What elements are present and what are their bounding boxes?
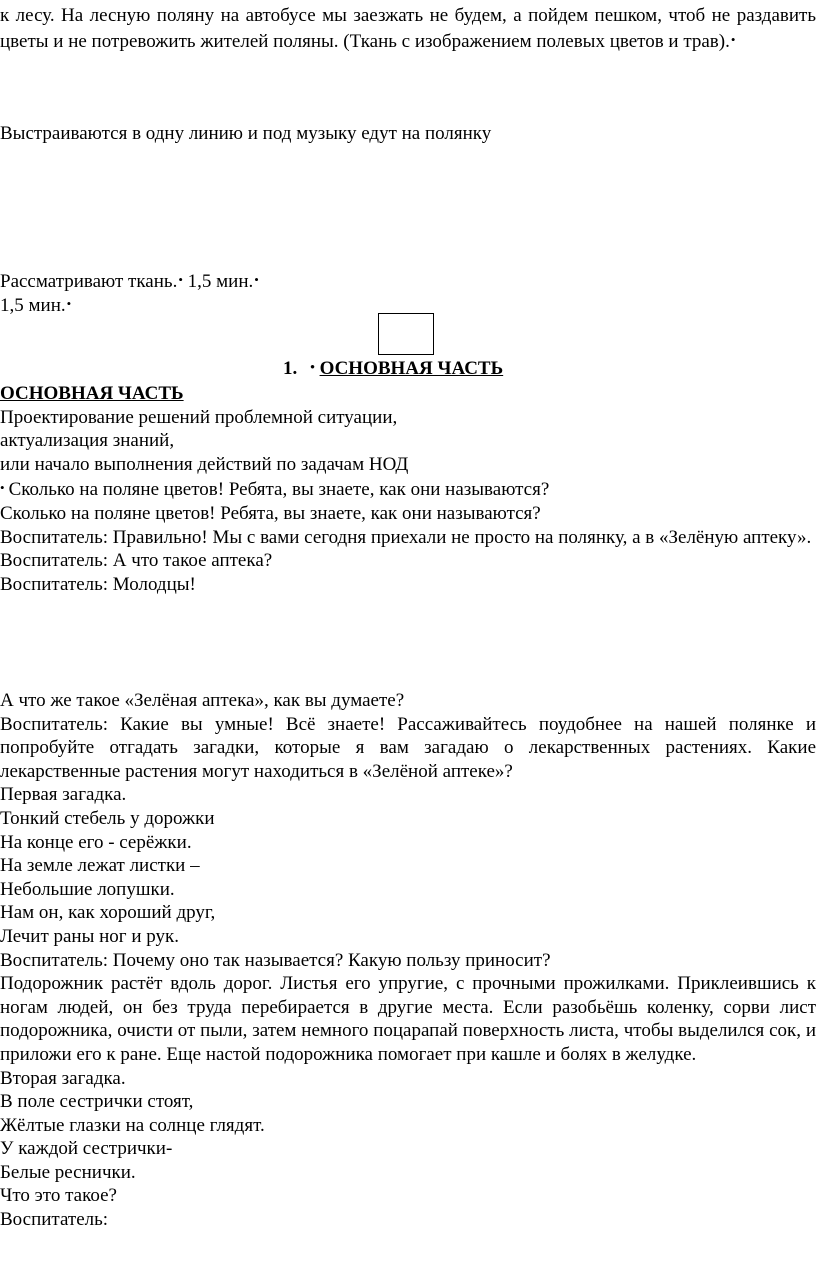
riddle-2-label: Вторая загадка. [0,1067,126,1089]
intro-paragraph-1: к лесу. На лесную поляну на автобусе мы заезжать не будем, а пойдем пешком, чтоб не раздавить цветы и не потревожить жителей поляны. (Ткань с изображением полевых цветов и трав).• [0,5,816,52]
riddle-1-question: Воспитатель: Почему оно так называется? Какую пользу приносит? [0,949,551,971]
bullet-icon: • [730,31,736,47]
empty-frame [378,313,434,355]
intro-duration: 1,5 мин.• [0,295,72,316]
riddle-2-line: У каждой сестрички- [0,1138,173,1160]
intro-paragraph-3: Рассматривают ткань.• 1,5 мин.• [0,271,259,292]
section-subtitle-2: актуализация знаний, [0,430,175,452]
riddle-1-label: Первая загадка. [0,784,127,806]
section-subtitle-3: или начало выполнения действий по задачам НОД [0,453,409,475]
riddle-1-line: Тонкий стебель у дорожки [0,807,215,829]
bullet-icon: • [0,480,5,496]
riddle-2-line: В поле сестрички стоят, [0,1091,194,1113]
riddle-1-answer: Подорожник растёт вдоль дорог. Листья его упругие, с прочными прожилками. Приклеившись к ногам людей, он без труда перебирается в другие места. Если разобьёшь коленку, сорви лист подорожника, очисти от пыли, затем немного поцарапай поверхность листа, чтобы выделился сок, и приложи его к ране. Еще настой подорожника помогает при кашле и болях в желудке. [0,973,816,1065]
document-page [0,4,816,316]
section-title: ОСНОВНАЯ ЧАСТЬ [319,358,504,379]
riddle-2-line: Жёлтые глазки на солнце глядят. [0,1114,265,1136]
teacher-line-2: Воспитатель: А что такое аптека? [0,550,273,572]
riddle-2-line: Белые реснички. [0,1161,136,1183]
question-1: • Сколько на поляне цветов! Ребята, вы знаете, как они называются? [0,479,550,501]
bullet-icon: • [254,272,259,287]
teacher-line-3: Воспитатель: Молодцы! [0,573,196,595]
bullet-icon: • [178,272,183,287]
question-2: А что же такое «Зелёная аптека», как вы думаете? [0,690,405,711]
main-content [0,382,816,596]
riddle-1-line: Небольшие лопушки. [0,878,175,900]
section-heading [283,355,503,381]
question-1-repeat: Сколько на поляне цветов! Ребята, вы знаете, как они называются? [0,502,541,524]
intro-paragraph-2: Выстраиваются в одну линию и под музыку едут на полянку [0,123,492,144]
section-title-repeat: ОСНОВНАЯ ЧАСТЬ [0,383,184,404]
section-subtitle-1: Проектирование решений проблемной ситуации, [0,406,398,428]
section-number: 1. [283,358,298,379]
riddle-1-line: На конце его - серёжки. [0,831,192,853]
riddle-1-line: Нам он, как хороший друг, [0,902,216,924]
riddle-1-line: Лечит раны ног и рук. [0,925,179,947]
riddle-1-line: На земле лежат листки – [0,855,200,877]
bullet-icon: • [310,359,315,374]
riddle-2-teacher: Воспитатель: [0,1209,109,1231]
main-content-2 [0,689,816,1232]
riddle-2-line: Что это такое? [0,1185,117,1207]
bullet-icon: • [66,296,72,311]
teacher-line-4: Воспитатель: Какие вы умные! Всё знаете! Рассаживайтесь поудобнее на нашей полянке и попробуйте отгадать загадки, которые я вам загадаю о лекарственных растениях. Какие лекарственные растения могут находиться в «Зелёной аптеке»? [0,713,816,782]
teacher-line-1: Воспитатель: Правильно! Мы с вами сегодня приехали не просто на полянку, а в «Зелёную аптеку». [0,526,812,548]
